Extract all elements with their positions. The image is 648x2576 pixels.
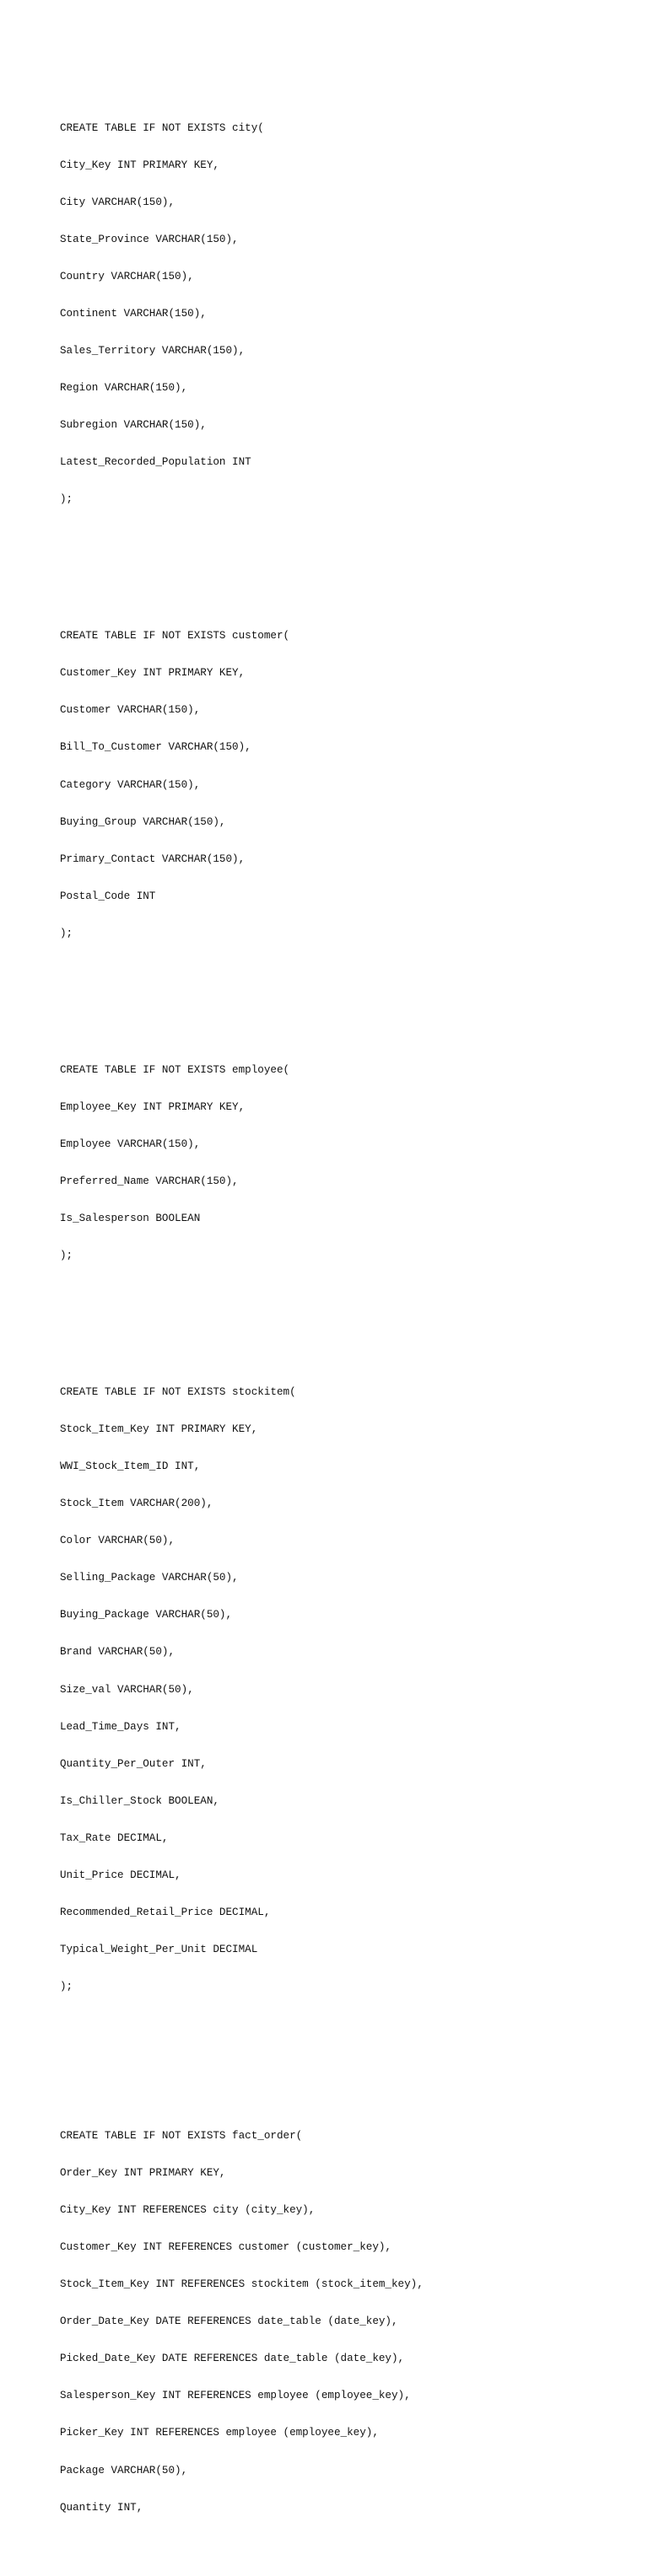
create-table-fact-order-block	[60, 2105, 634, 2538]
code-line: Brand VARCHAR(50),	[60, 1646, 176, 1659]
code-line: CREATE TABLE IF NOT EXISTS stockitem(	[60, 1385, 296, 1398]
code-line: Region VARCHAR(150),	[60, 382, 188, 395]
code-line: Tax_Rate DECIMAL,	[60, 1831, 169, 1844]
code-line: Continent VARCHAR(150),	[60, 307, 207, 320]
blank-lines	[60, 2043, 634, 2068]
code-line: );	[60, 1981, 73, 1993]
code-line: Salesperson_Key INT REFERENCES employee (employee_key),	[60, 2390, 411, 2402]
code-line: Order_Key INT PRIMARY KEY,	[60, 2166, 226, 2179]
code-line: City_Key INT PRIMARY KEY,	[60, 159, 219, 171]
code-line: );	[60, 1250, 73, 1262]
code-line: Preferred_Name VARCHAR(150),	[60, 1175, 239, 1187]
code-line: Lead_Time_Days INT,	[60, 1720, 181, 1733]
create-table-stockitem-block	[60, 1361, 634, 2018]
code-line: CREATE TABLE IF NOT EXISTS customer(	[60, 630, 290, 643]
code-line: City_Key INT REFERENCES city (city_key),	[60, 2203, 316, 2216]
code-line: CREATE TABLE IF NOT EXISTS employee(	[60, 1063, 290, 1076]
code-line: Employee VARCHAR(150),	[60, 1137, 201, 1150]
code-line: State_Province VARCHAR(150),	[60, 233, 239, 245]
code-line: Bill_To_Customer VARCHAR(150),	[60, 741, 251, 754]
blank-line	[60, 556, 634, 568]
code-line: Customer_Key INT PRIMARY KEY,	[60, 667, 246, 680]
code-line: );	[60, 927, 73, 939]
code-line: Is_Chiller_Stock BOOLEAN,	[60, 1794, 219, 1807]
code-line: Subregion VARCHAR(150),	[60, 419, 207, 432]
code-line: );	[60, 493, 73, 506]
code-line: Picker_Key INT REFERENCES employee (employee_key),	[60, 2427, 379, 2439]
code-line: Typical_Weight_Per_Unit DECIMAL	[60, 1944, 258, 1956]
code-line: Latest_Recorded_Population INT	[60, 456, 251, 469]
code-line: Quantity INT,	[60, 2501, 143, 2514]
code-line: Package VARCHAR(50),	[60, 2464, 188, 2477]
code-line: Category VARCHAR(150),	[60, 778, 201, 791]
code-line: WWI_Stock_Item_ID INT,	[60, 1460, 201, 1472]
code-line: Recommended_Retail_Price DECIMAL,	[60, 1906, 271, 1919]
code-line: CREATE TABLE IF NOT EXISTS city(	[60, 121, 264, 134]
code-line: Country VARCHAR(150),	[60, 270, 194, 282]
blank-line	[60, 989, 634, 1002]
code-line: Stock_Item_Key INT REFERENCES stockitem (stock_item_key),	[60, 2278, 424, 2291]
create-table-employee-block	[60, 1039, 634, 1287]
code-line: Size_val VARCHAR(50),	[60, 1683, 194, 1696]
code-line: Buying_Group VARCHAR(150),	[60, 815, 226, 828]
code-line: Customer_Key INT REFERENCES customer (customer_key),	[60, 2240, 392, 2253]
code-line: Primary_Contact VARCHAR(150),	[60, 852, 246, 865]
code-line: Picked_Date_Key DATE REFERENCES date_table (date_key),	[60, 2353, 405, 2365]
code-line: Employee_Key INT PRIMARY KEY,	[60, 1100, 246, 1113]
code-line: Is_Salesperson BOOLEAN	[60, 1212, 201, 1224]
code-line: Buying_Package VARCHAR(50),	[60, 1609, 233, 1621]
code-line: Selling_Package VARCHAR(50),	[60, 1572, 239, 1584]
sql-code-listing	[60, 60, 634, 2576]
code-line: Sales_Territory VARCHAR(150),	[60, 345, 246, 358]
create-table-city-block	[60, 97, 634, 530]
code-line: Order_Date_Key DATE REFERENCES date_table (date_key),	[60, 2315, 398, 2328]
code-line: CREATE TABLE IF NOT EXISTS fact_order(	[60, 2129, 303, 2142]
code-line: Customer VARCHAR(150),	[60, 704, 201, 717]
code-line: Stock_Item_Key INT PRIMARY KEY,	[60, 1422, 258, 1435]
code-line: Stock_Item VARCHAR(200),	[60, 1498, 213, 1510]
code-line: Quantity_Per_Outer INT,	[60, 1757, 207, 1770]
code-line: Unit_Price DECIMAL,	[60, 1869, 181, 1881]
code-line: Color VARCHAR(50),	[60, 1535, 176, 1547]
code-line: City VARCHAR(150),	[60, 196, 176, 208]
blank-line	[60, 1312, 634, 1325]
code-line: Postal_Code INT	[60, 890, 156, 902]
create-table-customer-block	[60, 605, 634, 965]
